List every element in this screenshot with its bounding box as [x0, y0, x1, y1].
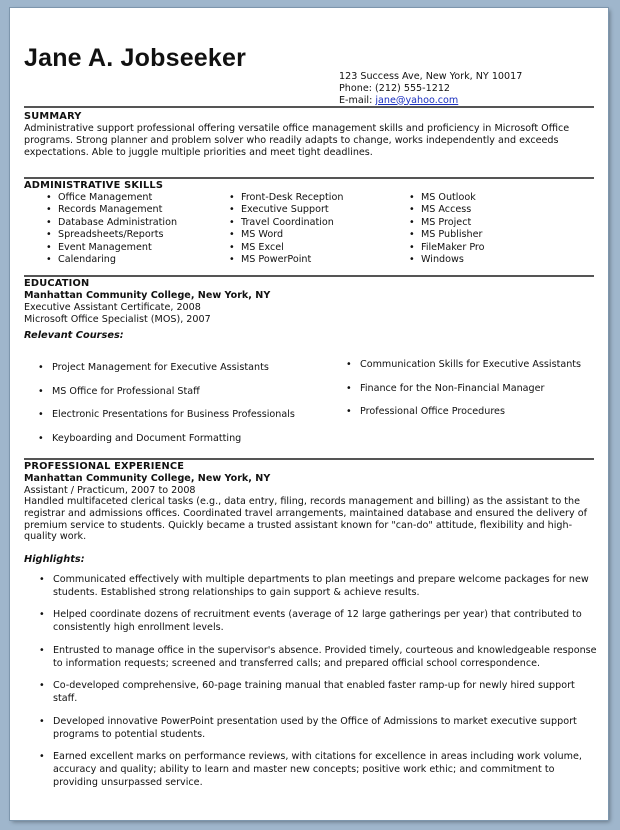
list-item: • Executive Support: [229, 204, 343, 216]
list-item: • MS Access: [409, 204, 485, 216]
list-item: • Spreadsheets/Reports: [46, 229, 177, 241]
list-item: • Calendaring: [46, 254, 177, 266]
highlights-title: Highlights:: [24, 554, 85, 565]
phone: Phone: (212) 555-1212: [339, 82, 451, 94]
list-item: • MS Project: [409, 217, 485, 229]
experience-title: PROFESSIONAL EXPERIENCE: [24, 461, 185, 472]
list-item: • Windows: [409, 254, 485, 266]
list-item: • MS Excel: [229, 242, 343, 254]
list-item: • Helped coordinate dozens of recruitment events (average of 12 large gatherings per year) that contributed to consistently high enrollment levels.: [42, 609, 597, 634]
divider: [24, 106, 594, 108]
address: 123 Success Ave, New York, NY 10017: [339, 71, 523, 82]
highlights-list: [42, 574, 597, 800]
school-name: Manhattan Community College, New York, NY: [24, 290, 271, 301]
list-item: • FileMaker Pro: [409, 242, 485, 254]
certificate: Microsoft Office Specialist (MOS), 2007: [24, 314, 211, 325]
list-item: • Entrusted to manage office in the supervisor's absence. Provided timely, courteous and knowledgeable response to information requests; screened and transferred calls; and prepared official school correspondence.: [42, 645, 597, 670]
list-item: • MS Publisher: [409, 229, 485, 241]
email-label: E-mail:: [339, 94, 376, 106]
resume-page: [10, 8, 608, 820]
skills-column-2: [229, 192, 343, 266]
courses-right: [346, 359, 581, 430]
skills-column-1: [46, 192, 177, 266]
courses-left: [38, 362, 295, 456]
divider: [24, 275, 594, 277]
list-item: • Event Management: [46, 242, 177, 254]
list-item: • Records Management: [46, 204, 177, 216]
education-title: EDUCATION: [24, 278, 90, 289]
contact-block: [339, 71, 522, 106]
list-item: • Communicated effectively with multiple departments to plan meetings and prepare welcome packages for new students. Established strong relationships to gain support & achieve results.: [42, 574, 597, 599]
email-link[interactable]: jane@yahoo.com: [375, 94, 459, 106]
list-item: • Front-Desk Reception: [229, 192, 343, 204]
skills-column-3: [409, 192, 485, 266]
divider: [24, 177, 594, 179]
list-item: • Travel Coordination: [229, 217, 343, 229]
list-item: • Professional Office Procedures: [346, 406, 581, 430]
courses-title: Relevant Courses:: [24, 330, 124, 341]
list-item: • MS PowerPoint: [229, 254, 343, 266]
job-description: Handled multifaceted clerical tasks (e.g., data entry, filing, records management and billing) as the assistant to the registrar and admissions offices. Coordinated travel arrangements, maintained database and ensured the delivery of premium service to students. Quickly became a trusted assistant known for "can-do" attitude, flexibility and high-quality work.: [24, 496, 587, 543]
candidate-name: Jane A. Jobseeker: [24, 44, 247, 72]
list-item: • Keyboarding and Document Formatting: [38, 433, 295, 457]
list-item: • Database Administration: [46, 217, 177, 229]
list-item: • Finance for the Non-Financial Manager: [346, 383, 581, 407]
list-item: • Developed innovative PowerPoint presentation used by the Office of Admissions to market executive support programs to potential students.: [42, 716, 597, 741]
list-item: • MS Outlook: [409, 192, 485, 204]
list-item: • Electronic Presentations for Business Professionals: [38, 409, 295, 433]
employer-name: Manhattan Community College, New York, NY: [24, 473, 271, 484]
divider: [24, 458, 594, 460]
list-item: • MS Office for Professional Staff: [38, 386, 295, 410]
certificate: Executive Assistant Certificate, 2008: [24, 302, 201, 313]
list-item: • MS Word: [229, 229, 343, 241]
list-item: • Communication Skills for Executive Assistants: [346, 359, 581, 383]
job-role: Assistant / Practicum, 2007 to 2008: [24, 485, 196, 496]
summary-text: Administrative support professional offering versatile office management skills and proficiency in Microsoft Office programs. Strong planner and problem solver who readily adapts to change, works independently and exceeds expectations. Able to juggle multiple priorities and meet tight deadlines.: [24, 123, 570, 158]
list-item: • Project Management for Executive Assistants: [38, 362, 295, 386]
email-line: [339, 95, 522, 107]
summary-title: SUMMARY: [24, 111, 82, 122]
list-item: • Earned excellent marks on performance reviews, with citations for excellence in areas including work volume, accuracy and quality; ability to learn and master new concepts; positive work ethic; and commitment to providing unsurpassed service.: [42, 751, 597, 789]
skills-title: ADMINISTRATIVE SKILLS: [24, 180, 164, 191]
list-item: • Co-developed comprehensive, 60-page training manual that enabled faster ramp-up for newly hired support staff.: [42, 680, 597, 705]
list-item: • Office Management: [46, 192, 177, 204]
